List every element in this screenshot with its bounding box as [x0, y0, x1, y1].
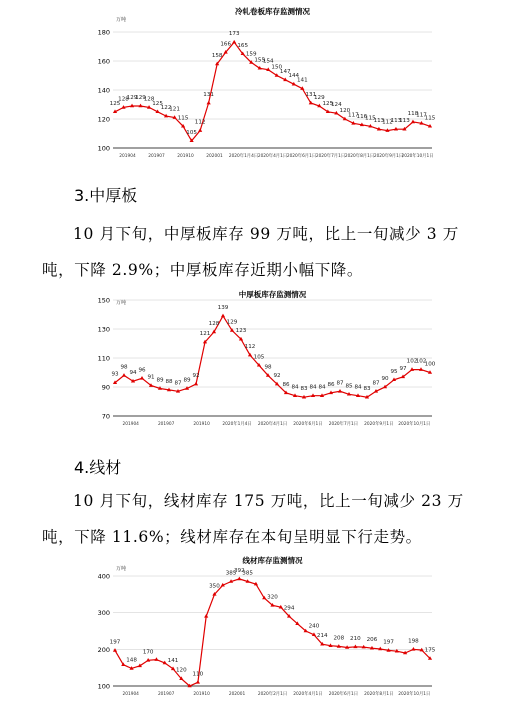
data-label: 88 [165, 378, 173, 385]
data-label: 214 [316, 633, 328, 640]
chart-title: 线材库存监测情况 [242, 556, 303, 565]
wire-paragraph: 10 月下旬，线材库存 175 万吨，比上一旬减少 23 万吨，下降 11.6%；线材库存在本旬呈明显下行走势。 [42, 492, 464, 546]
series-line [115, 316, 430, 397]
data-label: 89 [156, 377, 164, 384]
x-tick-label: 201904 [122, 422, 139, 427]
x-tick-label: 201907 [148, 154, 165, 159]
data-label: 92 [192, 373, 200, 380]
y-tick-label: 140 [97, 86, 110, 95]
data-point [411, 120, 415, 124]
data-point [237, 577, 241, 581]
data-point [198, 128, 202, 132]
data-label: 97 [399, 365, 407, 372]
data-label: 150 [271, 64, 283, 71]
data-label: 110 [192, 671, 204, 678]
data-label: 87 [174, 380, 182, 387]
data-point [204, 614, 208, 618]
data-point [338, 389, 342, 393]
y-tick-label: 100 [97, 682, 110, 691]
data-label: 87 [336, 380, 344, 387]
data-label: 392 [233, 567, 245, 574]
data-label: 115 [365, 115, 376, 122]
data-label: 96 [138, 367, 146, 374]
data-label: 198 [408, 638, 419, 645]
data-label: 158 [211, 52, 223, 59]
x-tick-label: 2020年1月4日 [222, 422, 252, 427]
data-label: 128 [143, 96, 155, 103]
data-label: 122 [160, 105, 172, 112]
data-label: 100 [424, 361, 436, 368]
data-label: 117 [416, 112, 427, 119]
data-label: 121 [169, 106, 180, 113]
x-tick-label: 2020年4月1日 [293, 692, 323, 697]
y-tick-label: 180 [97, 28, 110, 37]
data-label: 165 [237, 42, 249, 49]
x-tick-label: 2020年8月1日 [364, 692, 394, 697]
data-label: 173 [228, 31, 240, 38]
data-label: 116 [356, 113, 368, 120]
data-label: 125 [152, 100, 163, 107]
data-label: 89 [183, 377, 191, 384]
data-point [232, 40, 236, 44]
y-tick-label: 120 [97, 115, 110, 124]
x-tick-label: 2020年6月1日 [293, 422, 323, 427]
data-label: 113 [399, 118, 410, 125]
data-label: 148 [126, 657, 137, 664]
y-tick-label: 70 [101, 412, 110, 421]
data-label: 84 [318, 384, 326, 391]
y-tick-label: 90 [101, 383, 110, 392]
data-label: 95 [390, 368, 398, 375]
y-tick-label: 400 [97, 572, 110, 581]
data-label: 84 [291, 384, 299, 391]
x-tick-label: 2020年8月1日 [344, 154, 375, 159]
y-unit-label: 万吨 [116, 300, 127, 306]
data-label: 139 [217, 304, 229, 311]
wire-rod-inventory-chart [0, 552, 516, 706]
data-label: 85 [345, 383, 353, 390]
data-label: 98 [120, 364, 128, 371]
x-tick-label: 2020年10月1日 [401, 154, 434, 159]
data-label: 154 [262, 58, 274, 65]
section-heading-wire: 4.线材 [74, 458, 122, 477]
data-point [221, 314, 225, 318]
data-label: 129 [313, 94, 325, 101]
x-tick-label: 2020年6月1日 [328, 692, 359, 697]
data-label: 129 [226, 319, 238, 326]
data-label: 123 [235, 328, 247, 335]
data-label: 117 [348, 112, 359, 119]
x-tick-label: 2020年6月1日 [286, 154, 317, 159]
data-label: 121 [199, 331, 211, 338]
data-label: 240 [308, 623, 320, 630]
x-tick-label: 201904 [122, 692, 139, 697]
data-label: 91 [147, 374, 155, 381]
data-label: 385 [242, 570, 253, 577]
data-label: 197 [109, 639, 121, 646]
x-tick-label: 2020年4月1日 [257, 422, 288, 427]
data-label: 87 [372, 380, 380, 387]
data-point [154, 657, 158, 661]
data-point [411, 647, 415, 651]
data-label: 115 [424, 115, 436, 122]
data-label: 210 [350, 635, 361, 642]
plate-paragraph: 10 月下旬，中厚板库存 99 万吨，比上一旬减少 3 万吨，下降 2.9%；中厚板库存近期小幅下降。 [42, 225, 459, 279]
chart-title: 中厚板库存监测情况 [238, 290, 307, 299]
data-label: 92 [273, 373, 281, 380]
data-label: 320 [267, 594, 278, 601]
data-label: 112 [244, 344, 256, 351]
x-tick-label: 201910 [193, 422, 210, 427]
data-label: 175 [424, 647, 436, 654]
data-point [207, 101, 211, 105]
data-label: 144 [288, 73, 300, 80]
data-label: 90 [381, 376, 389, 382]
data-label: 206 [366, 637, 378, 644]
data-label: 83 [300, 386, 308, 393]
y-tick-label: 110 [97, 354, 110, 363]
data-label: 125 [109, 100, 121, 107]
data-label: 113 [373, 118, 385, 125]
x-tick-label: 2020年1月4日 [228, 154, 259, 159]
data-label: 141 [296, 77, 308, 84]
data-label: 124 [331, 102, 342, 109]
data-point [113, 648, 117, 652]
data-label: 113 [390, 118, 402, 125]
data-point [196, 680, 200, 684]
data-label: 131 [305, 92, 317, 99]
data-label: 115 [177, 115, 189, 122]
y-tick-label: 200 [97, 645, 110, 654]
data-point [140, 376, 144, 380]
data-label: 159 [245, 51, 257, 58]
x-tick-label: 2020年7月1日 [315, 154, 346, 159]
x-tick-label: 2020年10月1日 [398, 692, 431, 697]
x-tick-label: 2020年9月1日 [373, 154, 404, 159]
data-label: 86 [282, 381, 290, 388]
data-label: 105 [186, 129, 197, 136]
x-tick-label: 201910 [193, 692, 210, 697]
x-tick-label: 201910 [177, 154, 194, 159]
data-label: 94 [129, 370, 137, 377]
plate-inventory-chart [0, 288, 516, 438]
chart-svg-0 [0, 0, 516, 162]
data-label: 118 [407, 110, 419, 117]
y-tick-label: 160 [97, 57, 110, 66]
x-tick-label: 2020年7月1日 [328, 422, 359, 427]
data-label: 102 [415, 358, 427, 365]
data-label: 93 [111, 371, 119, 378]
data-point [194, 382, 198, 386]
data-label: 120 [175, 667, 187, 674]
data-label: 84 [309, 384, 317, 391]
y-tick-label: 130 [97, 325, 110, 334]
cold-rolled-inventory-chart [0, 0, 516, 162]
data-label: 155 [254, 57, 266, 64]
x-tick-label: 202001 [206, 154, 223, 159]
data-label: 125 [322, 100, 334, 107]
data-label: 141 [167, 657, 179, 664]
data-point [122, 373, 126, 377]
chart-svg-1 [0, 288, 516, 438]
x-tick-label: 202001 [228, 692, 246, 697]
data-label: 350 [209, 583, 220, 590]
data-label: 102 [406, 358, 418, 365]
chart-svg-2 [0, 552, 516, 706]
y-unit-label: 万吨 [116, 17, 127, 23]
data-label: 197 [383, 639, 394, 646]
data-label: 166 [220, 41, 232, 48]
data-label: 128 [208, 320, 220, 327]
data-label: 385 [225, 570, 237, 577]
data-label: 83 [363, 386, 371, 393]
x-tick-label: 2020年2月1日 [257, 692, 288, 697]
y-tick-label: 100 [97, 144, 110, 153]
data-label: 129 [135, 94, 146, 101]
y-tick-label: 150 [97, 296, 110, 305]
data-label: 112 [382, 119, 393, 126]
data-label: 128 [118, 96, 129, 103]
x-tick-label: 2020年9月1日 [364, 422, 394, 427]
series-line [115, 42, 430, 141]
data-label: 86 [327, 381, 335, 388]
data-label: 112 [194, 119, 206, 126]
data-label: 129 [126, 94, 138, 101]
chart-title: 冷轧卷板库存监测情况 [235, 7, 310, 16]
data-label: 84 [354, 384, 362, 391]
x-tick-label: 201907 [157, 692, 175, 697]
data-label: 208 [333, 635, 345, 642]
data-label: 98 [264, 364, 272, 371]
section-heading-plate: 3.中厚板 [74, 186, 138, 205]
data-label: 120 [339, 108, 351, 114]
data-label: 147 [279, 68, 291, 75]
x-tick-label: 201907 [157, 422, 175, 427]
data-label: 294 [283, 605, 295, 612]
x-tick-label: 2020年10月1日 [398, 422, 431, 427]
x-tick-label: 201904 [119, 154, 136, 159]
y-unit-label: 万吨 [116, 566, 127, 572]
data-label: 170 [142, 649, 154, 656]
data-label: 131 [203, 92, 214, 99]
x-tick-label: 2020年4月1日 [257, 154, 288, 159]
y-tick-label: 300 [97, 609, 110, 618]
data-label: 105 [253, 354, 265, 361]
